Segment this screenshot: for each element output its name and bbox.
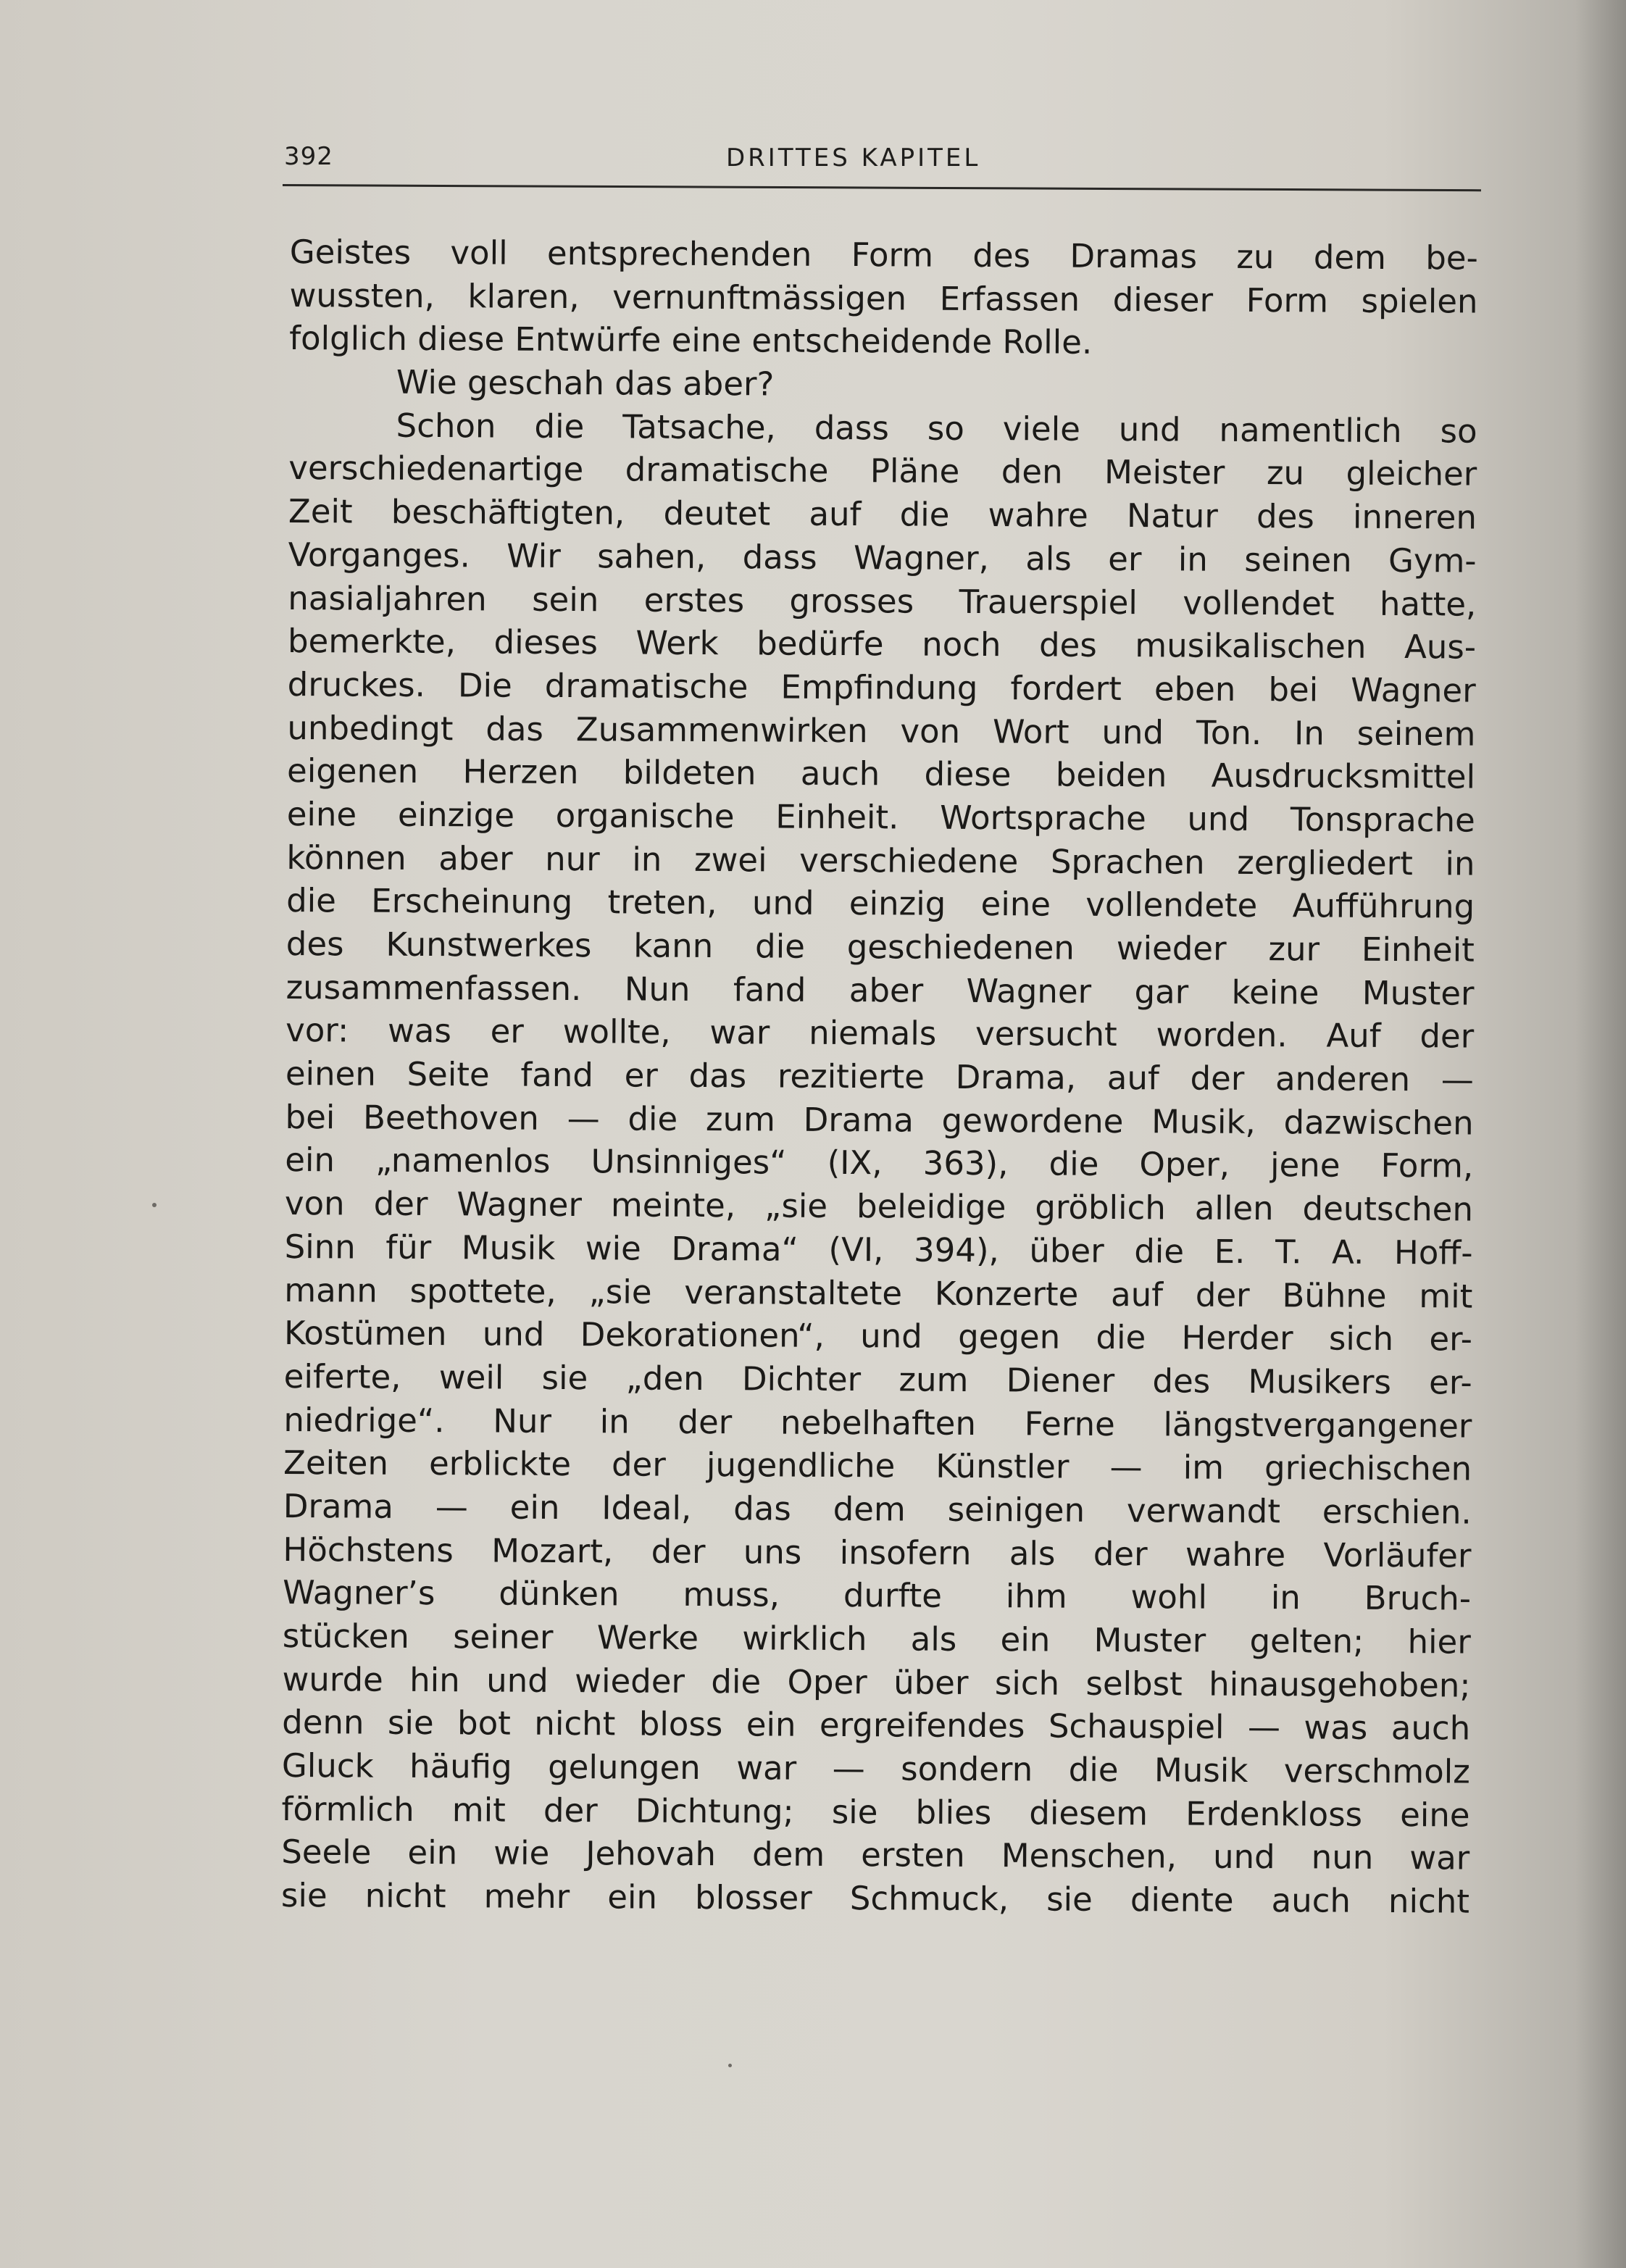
page-edge-shadow [1575, 0, 1626, 2268]
text-line: bemerkte, dieses Werk bedürfe noch des musikalischen Aus- [287, 622, 1477, 667]
text-line: zusammenfassen. Nun fand aber Wagner gar keine Muster [285, 967, 1475, 1013]
text-line: von der Wagner meinte, „sie beleidige gröblich allen deutschen [284, 1184, 1474, 1229]
text-line: Vorganges. Wir sahen, dass Wagner, als er in seinen Gym- [288, 535, 1477, 580]
text-line: des Kunstwerkes kann die geschiedenen wieder zur Einheit [285, 924, 1475, 970]
paper-speck [728, 2064, 732, 2067]
text-line: Wagner’s dünken muss, durfte ihm wohl in Bruch- [283, 1573, 1472, 1618]
text-line: die Erscheinung treten, und einzig eine vollendete Aufführung [286, 881, 1475, 926]
text-line: Zeiten erblickte der jugendliche Künstler — im griechischen [283, 1443, 1472, 1488]
text-line: sie nicht mehr ein blosser Schmuck, sie diente auch nicht [280, 1876, 1470, 1921]
text-line: ein „namenlos Unsinniges“ (IX, 363), die Oper, jene Form, [285, 1141, 1474, 1186]
text-line: vor: was er wollte, war niemals versucht worden. Auf der [285, 1011, 1475, 1056]
text-line: druckes. Die dramatische Empfindung fordert eben bei Wagner [287, 664, 1476, 710]
text-line: förmlich mit der Dichtung; sie blies diesem Erdenkloss eine [281, 1789, 1470, 1835]
text-line: denn sie bot nicht bloss ein ergreifendes Schauspiel — was auch [282, 1703, 1471, 1748]
text-line: können aber nur in zwei verschiedene Sprachen zergliedert in [286, 838, 1475, 883]
text-line: eiferte, weil sie „den Dichter zum Diener des Musikers er- [283, 1356, 1472, 1402]
text-line: Zeit beschäftigten, deutet auf die wahre Natur des inneren [288, 492, 1477, 537]
page-header [284, 142, 1480, 185]
text-line: verschiedenartige dramatische Pläne den Meister zu gleicher [288, 449, 1477, 494]
text-line: eine einzige organische Einheit. Wortsprache und Tonsprache [286, 794, 1475, 840]
text-line: stücken seiner Werke wirklich als ein Muster gelten; hier [282, 1616, 1471, 1662]
text-line: Seele ein wie Jehovah dem ersten Menschen, und nun war [281, 1833, 1470, 1877]
text-line: mann spottete, „sie veranstaltete Konzerte auf der Bühne mit [284, 1270, 1473, 1316]
text-line: unbedingt das Zusammenwirken von Wort und Ton. In seinem [287, 708, 1476, 754]
page-number: 392 [284, 142, 333, 171]
text-line: Wie geschah das aber? [396, 362, 775, 404]
text-line: eigenen Herzen bildeten auch diese beiden Ausdrucksmittel [286, 751, 1476, 796]
text-line: wurde hin und wieder die Oper über sich selbst hinausgehoben; [282, 1659, 1471, 1705]
text-line: niedrige“. Nur in der nebelhaften Ferne längstvergangener [283, 1400, 1472, 1446]
text-line: einen Seite fand er das rezitierte Drama, auf der anderen — [285, 1054, 1475, 1099]
text-line: Drama — ein Ideal, das dem seinigen verwandt erschien. [283, 1486, 1472, 1532]
body-text [281, 230, 1478, 1923]
paper-speck [152, 1203, 157, 1207]
text-line: wussten, klaren, vernunftmässigen Erfassen dieser Form spielen [289, 275, 1478, 321]
text-line: Kostümen und Dekorationen“, und gegen die Herder sich er- [283, 1314, 1473, 1359]
text-line: bei Beethoven — die zum Drama gewordene Musik, dazwischen [285, 1097, 1474, 1143]
text-line: Höchstens Mozart, der uns insofern als der wahre Vorläufer [283, 1530, 1472, 1575]
text-line: Geistes voll entsprechenden Form des Dramas zu dem be- [289, 232, 1478, 278]
text-line: Gluck häufig gelungen war — sondern die Musik verschmolz [281, 1746, 1471, 1791]
text-line: folglich diese Entwürfe eine entscheidende Rolle. [289, 319, 1093, 362]
text-line: Sinn für Musik wie Drama“ (VI, 394), über die E. T. A. Hoff- [284, 1227, 1473, 1272]
running-head: DRITTES KAPITEL [726, 143, 981, 172]
text-line: nasialjahren sein erstes grosses Trauerspiel vollendet hatte, [288, 578, 1477, 624]
text-line: Schon die Tatsache, dass so viele und namentlich so [396, 406, 1477, 451]
